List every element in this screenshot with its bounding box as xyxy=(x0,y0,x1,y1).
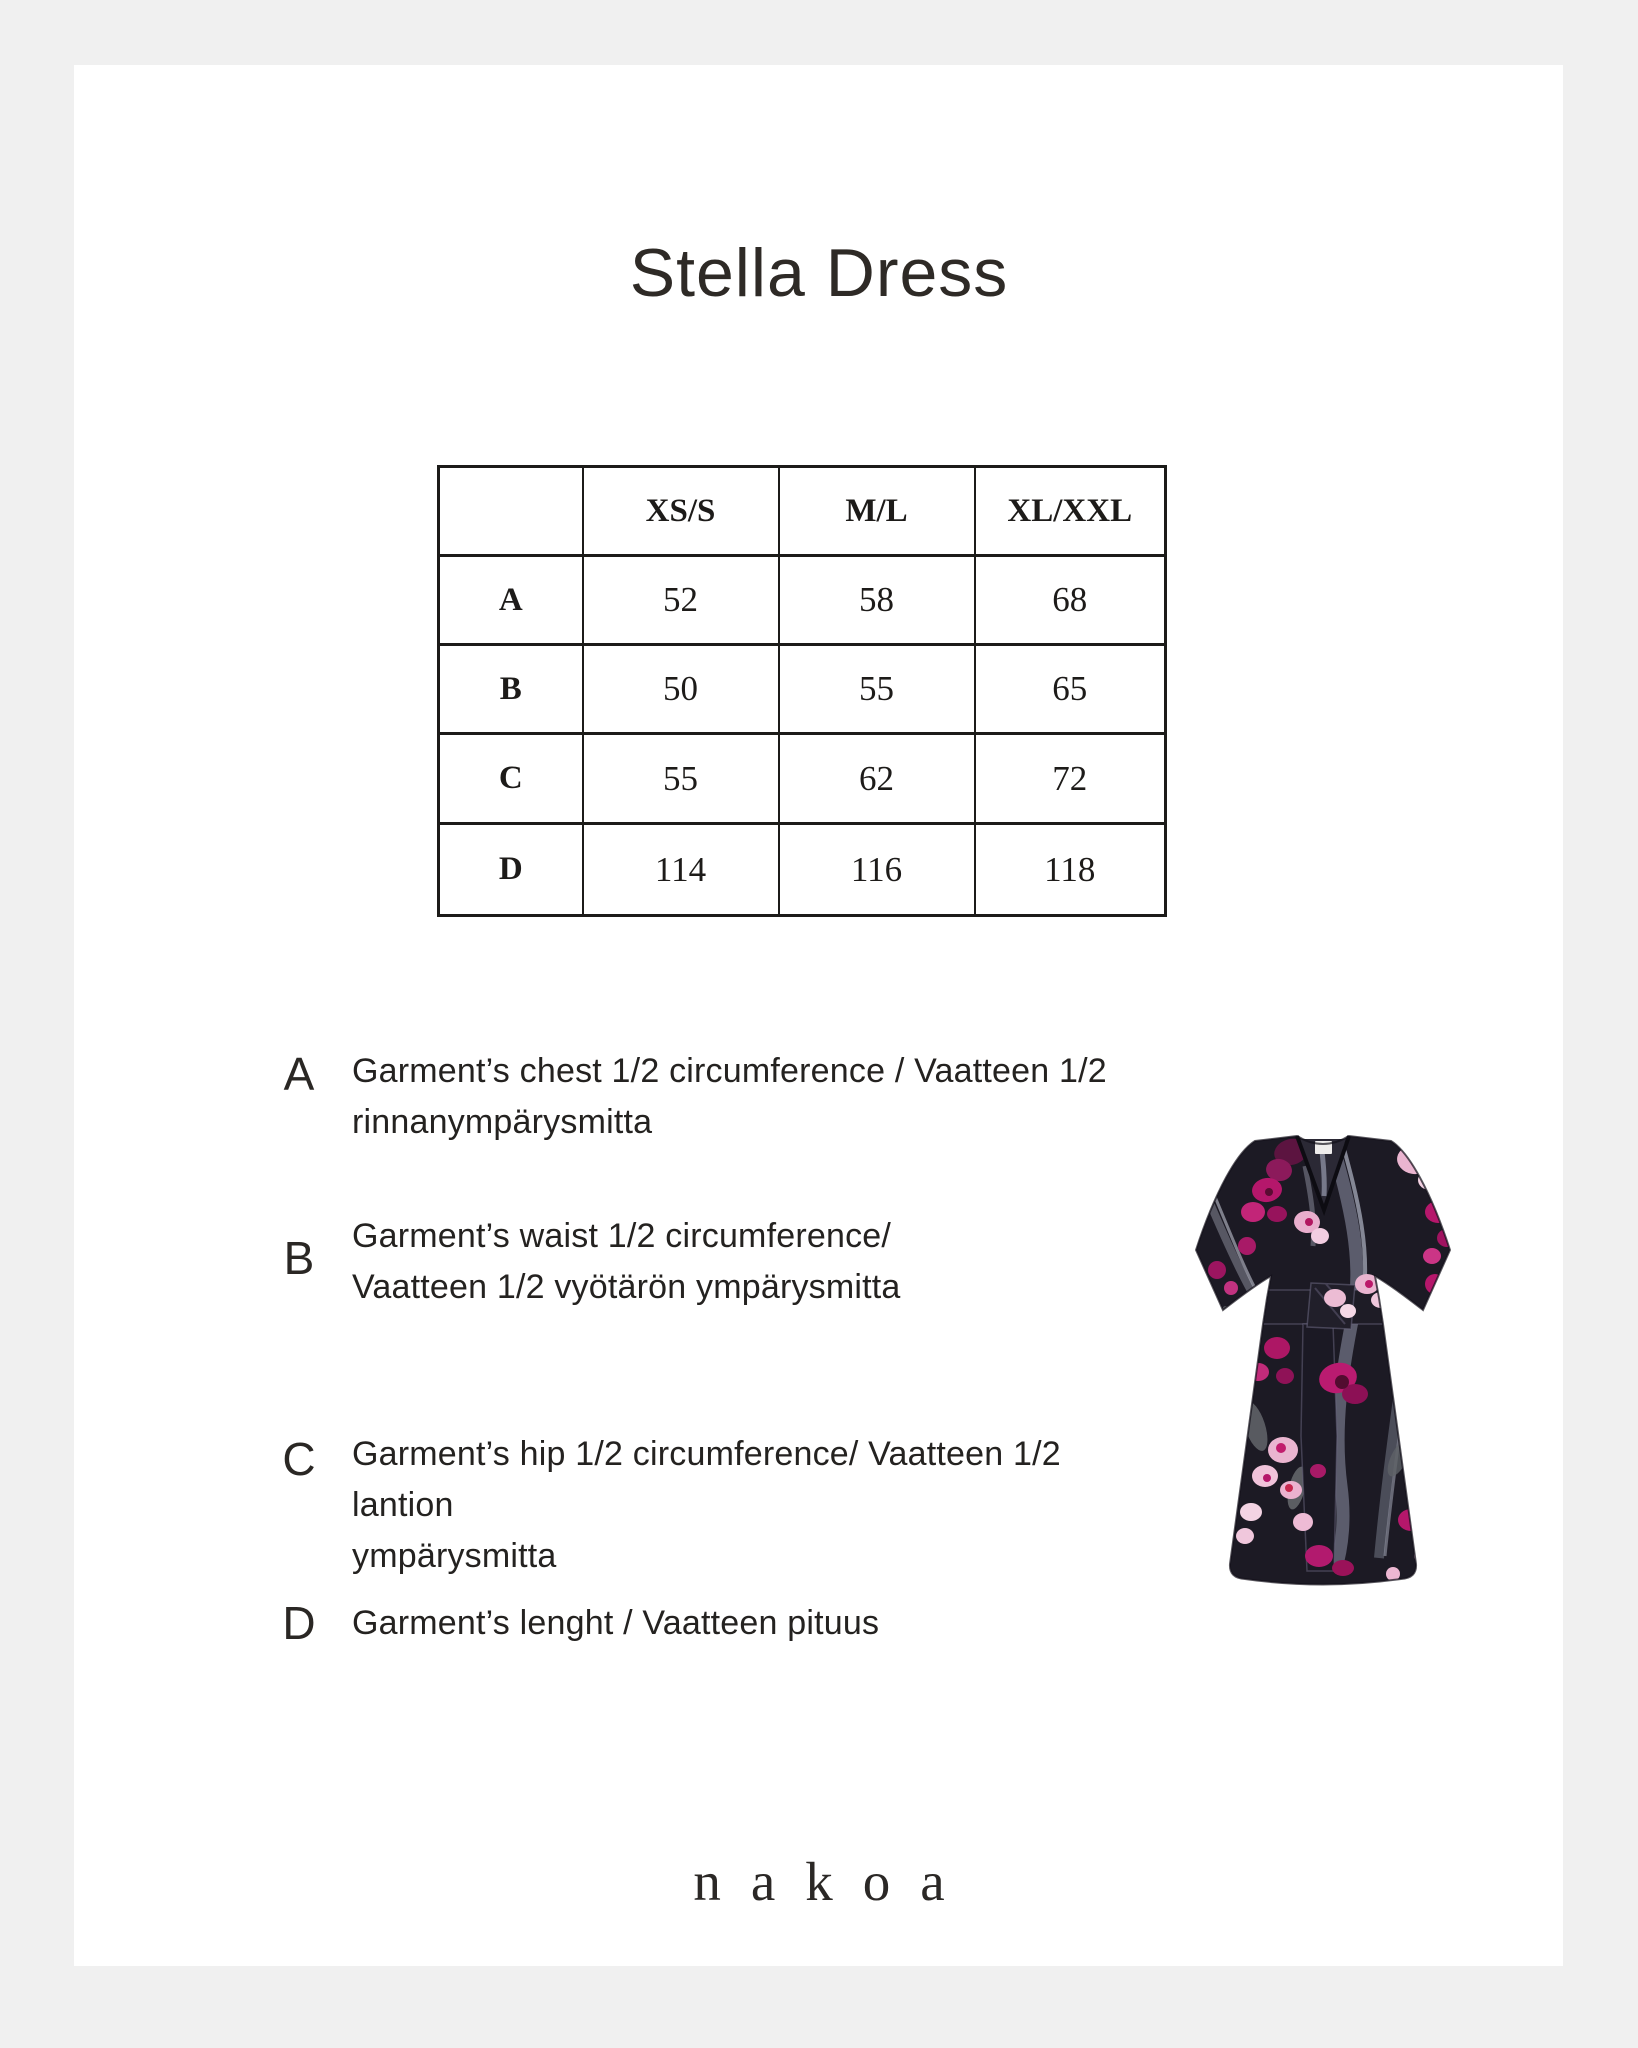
row-label-d: D xyxy=(439,824,583,916)
column-header-xl-xxl: XL/XXL xyxy=(975,467,1166,556)
row-label-b: B xyxy=(439,645,583,734)
cell-value: 72 xyxy=(975,734,1166,824)
product-photo xyxy=(1185,1126,1461,1598)
size-chart-table xyxy=(437,465,1167,917)
legend-letter-d: D xyxy=(282,1597,316,1649)
table-row xyxy=(439,556,1166,645)
brand-logo: nakoa xyxy=(693,1851,975,1912)
cell-value: 55 xyxy=(779,645,975,734)
cell-value: 65 xyxy=(975,645,1166,734)
legend-line: Vaatteen 1/2 vyötärön ympärysmitta xyxy=(352,1268,901,1306)
legend-letter-b: B xyxy=(283,1232,315,1284)
page-title: Stella Dress xyxy=(629,235,1009,311)
corner-cell xyxy=(439,467,583,556)
cell-value: 58 xyxy=(779,556,975,645)
row-label-c: C xyxy=(439,734,583,824)
dress-illustration xyxy=(1185,1126,1461,1598)
row-label-a: A xyxy=(439,556,583,645)
column-header-xs-s: XS/S xyxy=(583,467,779,556)
document-card xyxy=(74,65,1563,1966)
legend-line: Garment’s lenght / Vaatteen pituus xyxy=(352,1604,880,1642)
legend-line: ympärysmitta xyxy=(352,1537,557,1575)
cell-value: 116 xyxy=(779,824,975,916)
legend-item-d xyxy=(352,1598,1152,1649)
table-header-row xyxy=(439,467,1166,556)
column-header-m-l: M/L xyxy=(779,467,975,556)
legend-line: rinnanympärysmitta xyxy=(352,1103,653,1141)
table-row xyxy=(439,645,1166,734)
cell-value: 118 xyxy=(975,824,1166,916)
legend-line: Garment’s hip 1/2 circumference/ Vaatteen 1/2 lantion xyxy=(352,1435,1061,1524)
legend-line: Garment’s chest 1/2 circumference / Vaatteen 1/2 xyxy=(352,1052,1107,1090)
cell-value: 114 xyxy=(583,824,779,916)
legend-item-c xyxy=(352,1429,1152,1582)
cell-value: 62 xyxy=(779,734,975,824)
legend-letter-a: A xyxy=(283,1048,315,1100)
table-row xyxy=(439,824,1166,916)
legend-item-a xyxy=(352,1046,1152,1148)
belt-tail xyxy=(1301,1324,1337,1571)
legend-item-b xyxy=(352,1211,1152,1313)
cell-value: 55 xyxy=(583,734,779,824)
legend-line: Garment’s waist 1/2 circumference/ xyxy=(352,1217,892,1255)
cell-value: 50 xyxy=(583,645,779,734)
cell-value: 52 xyxy=(583,556,779,645)
legend-letter-c: C xyxy=(282,1433,316,1485)
cell-value: 68 xyxy=(975,556,1166,645)
table-row xyxy=(439,734,1166,824)
